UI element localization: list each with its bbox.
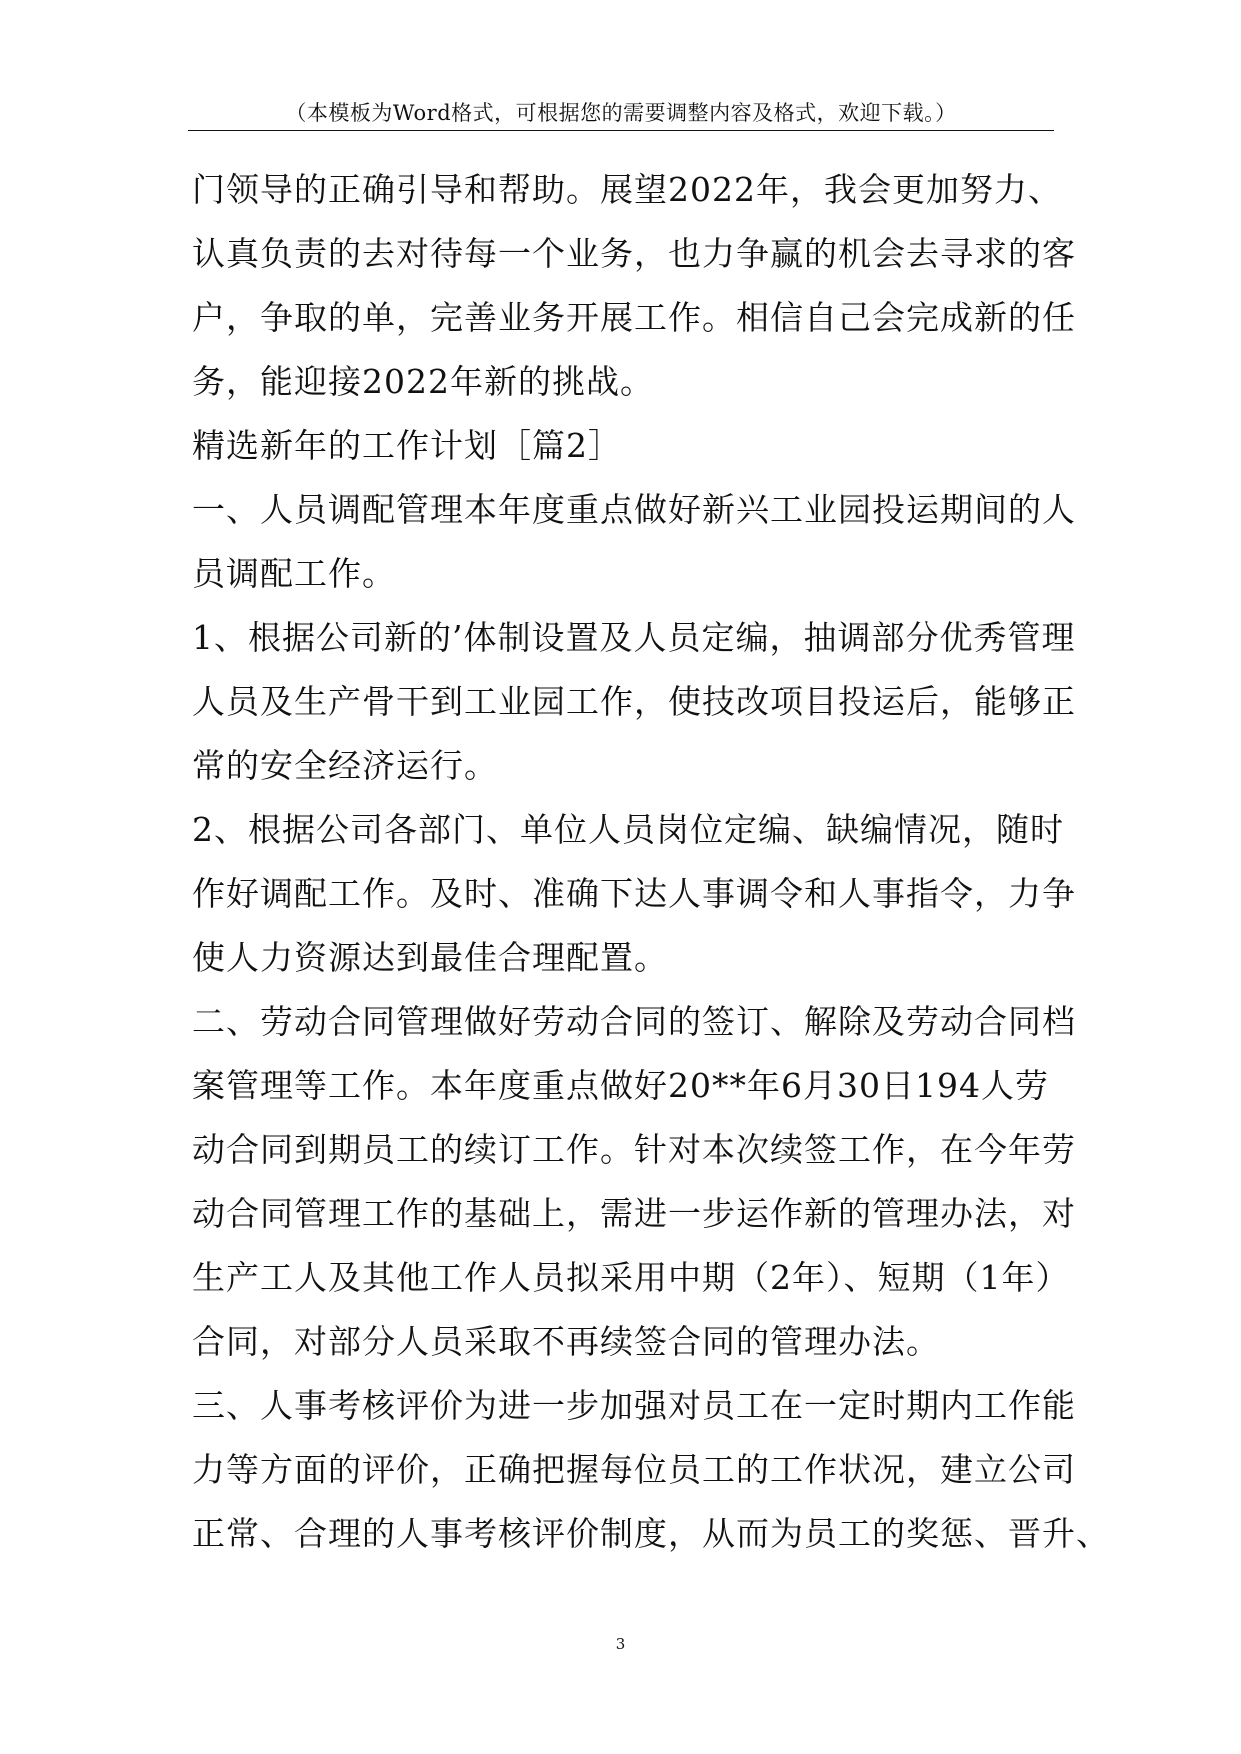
text-line: 正常、合理的人事考核评价制度，从而为员工的奖惩、晋升、 (192, 1514, 1110, 1553)
text-line: 使人力资源达到最佳合理配置。 (192, 938, 668, 977)
text-line: 二、劳动合同管理做好劳动合同的签订、解除及劳动合同档 (192, 1002, 1076, 1041)
section-heading: 精选新年的工作计划［篇2］ (192, 426, 622, 465)
text-line: 案管理等工作。本年度重点做好20**年6月30日194人劳 (192, 1066, 1049, 1105)
text-line: 生产工人及其他工作人员拟采用中期（2年）、短期（1年） (192, 1258, 1070, 1297)
text-line: 力等方面的评价，正确把握每位员工的工作状况，建立公司 (192, 1450, 1076, 1489)
text-line: 认真负责的去对待每一个业务，也力争赢的机会去寻求的客 (192, 234, 1076, 273)
text-line: 三、人事考核评价为进一步加强对员工在一定时期内工作能 (192, 1386, 1076, 1425)
text-line: 员调配工作。 (192, 554, 396, 593)
text-line: 动合同到期员工的续订工作。针对本次续签工作，在今年劳 (192, 1130, 1076, 1169)
text-line: 动合同管理工作的基础上，需进一步运作新的管理办法，对 (192, 1194, 1076, 1233)
text-line: 2、根据公司各部门、单位人员岗位定编、缺编情况，随时 (192, 810, 1064, 849)
text-line: 户，争取的单，完善业务开展工作。相信自己会完成新的任 (192, 298, 1076, 337)
header-divider (188, 130, 1054, 131)
text-line: 1、根据公司新的’体制设置及人员定编，抽调部分优秀管理 (192, 618, 1076, 657)
text-line: 作好调配工作。及时、准确下达人事调令和人事指令，力争 (192, 874, 1076, 913)
text-line: 人员及生产骨干到工业园工作，使技改项目投运后，能够正 (192, 682, 1076, 721)
text-line: 门领导的正确引导和帮助。展望2022年，我会更加努力、 (192, 170, 1062, 209)
body-text (192, 158, 1110, 1566)
page-number: 3 (615, 1635, 626, 1653)
header-note: （本模板为Word格式，可根据您的需要调整内容及格式，欢迎下载。） (285, 101, 957, 125)
text-line: 合同，对部分人员采取不再续签合同的管理办法。 (192, 1322, 940, 1361)
text-line: 一、人员调配管理本年度重点做好新兴工业园投运期间的人 (192, 490, 1076, 529)
text-line: 务，能迎接2022年新的挑战。 (192, 362, 654, 401)
text-line: 常的安全经济运行。 (192, 746, 498, 785)
